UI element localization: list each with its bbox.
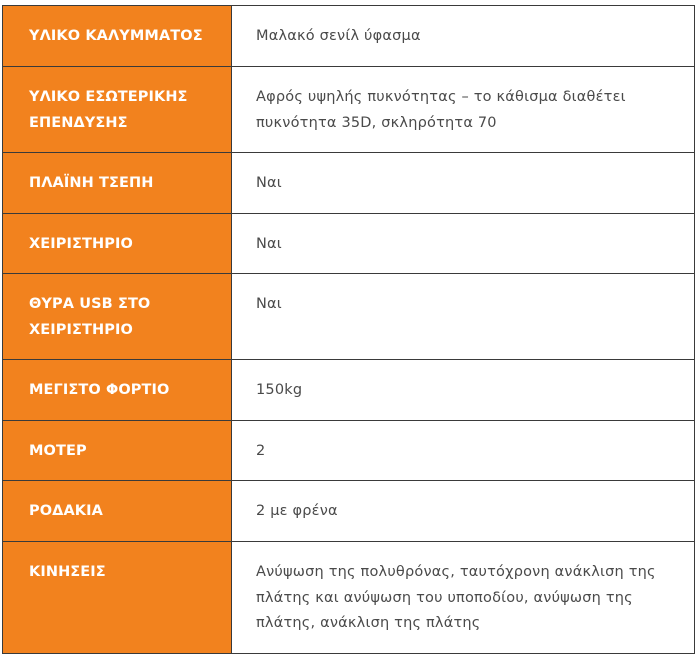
spec-label-cell: [3, 360, 232, 421]
spec-label: ΧΕΙΡΙΣΤΗΡΙΟ: [29, 236, 133, 252]
spec-label: ΥΛΙΚΟ ΕΣΩΤΕΡΙΚΗΣ ΕΠΕΝΔΥΣΗΣ: [29, 89, 188, 131]
spec-label-cell: [3, 153, 232, 214]
spec-value: Ανύψωση της πολυθρόνας, ταυτόχρονη ανάκλιση της πλάτης και ανύψωση του υποποδίου, ανύψωση της πλάτης, ανάκλιση της πλάτης: [256, 564, 656, 631]
table-row: [3, 360, 695, 421]
spec-label: ΜΟΤΕΡ: [29, 443, 87, 459]
spec-value-cell: [232, 360, 695, 421]
spec-value: 150kg: [256, 382, 303, 398]
spec-value-cell: [232, 542, 695, 654]
spec-label: ΜΕΓΙΣΤΟ ΦΟΡΤΙΟ: [29, 382, 170, 398]
table-row: [3, 67, 695, 153]
spec-value: Μαλακό σενίλ ύφασμα: [256, 28, 421, 44]
spec-label-cell: [3, 481, 232, 542]
table-row: [3, 481, 695, 542]
spec-value-cell: [232, 274, 695, 360]
table-row: [3, 274, 695, 360]
table-row: [3, 421, 695, 481]
spec-label: ΘΥΡΑ USB ΣΤΟ ΧΕΙΡΙΣΤΗΡΙΟ: [29, 296, 151, 338]
spec-label: ΚΙΝΗΣΕΙΣ: [29, 564, 106, 580]
spec-value-cell: [232, 6, 695, 67]
table-row: [3, 542, 695, 654]
specifications-table: [2, 5, 695, 654]
spec-value: Ναι: [256, 175, 282, 191]
spec-value: Ναι: [256, 296, 282, 312]
spec-label-cell: [3, 274, 232, 360]
spec-value: 2: [256, 443, 266, 459]
spec-value: Ναι: [256, 236, 282, 252]
spec-label-cell: [3, 6, 232, 67]
spec-label: ΠΛΑΪΝΗ ΤΣΕΠΗ: [29, 175, 154, 191]
spec-value-cell: [232, 421, 695, 481]
spec-value-cell: [232, 214, 695, 274]
spec-label-cell: [3, 67, 232, 153]
spec-label-cell: [3, 542, 232, 654]
table-row: [3, 214, 695, 274]
spec-value: Αφρός υψηλής πυκνότητας – το κάθισμα διαθέτει πυκνότητα 35D, σκληρότητα 70: [256, 89, 626, 131]
spec-label: ΡΟΔΑΚΙΑ: [29, 503, 103, 519]
spec-label-cell: [3, 214, 232, 274]
spec-value: 2 με φρένα: [256, 503, 338, 519]
spec-label-cell: [3, 421, 232, 481]
spec-value-cell: [232, 153, 695, 214]
spec-label: ΥΛΙΚΟ ΚΑΛΥΜΜΑΤΟΣ: [29, 28, 203, 44]
spec-value-cell: [232, 481, 695, 542]
table-row: [3, 153, 695, 214]
spec-value-cell: [232, 67, 695, 153]
table-row: [3, 6, 695, 67]
